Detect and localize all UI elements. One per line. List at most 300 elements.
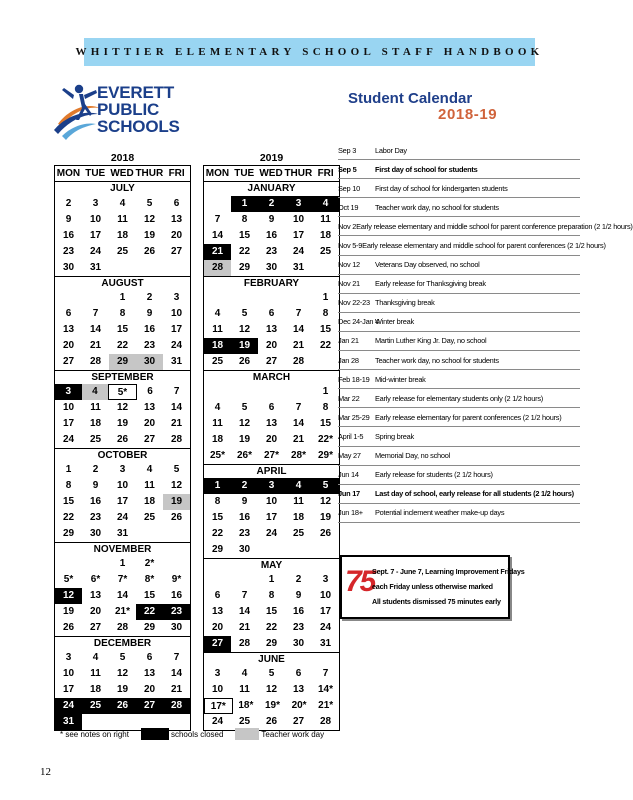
day-cell: 22 (62, 512, 75, 523)
note-date: Nov 21 (338, 279, 360, 289)
week-row (55, 306, 190, 322)
empty-day-cell (312, 354, 339, 370)
calendar-school-year: 2018-19 (438, 106, 498, 123)
day-cell: 9* (171, 574, 182, 585)
day-cell: 13 (211, 606, 224, 617)
week-row (55, 196, 190, 212)
week-row (204, 432, 339, 448)
month-label: DECEMBER (55, 636, 190, 650)
lif-line-1: Sept. 7 - June 7, Learning Improvement Fridays (372, 567, 525, 576)
day-cell: 18 (89, 418, 102, 429)
note-text: Teacher work day, no school for students (375, 202, 499, 212)
week-row (204, 306, 339, 322)
day-cell: 14 (89, 324, 102, 335)
day-cell: 8 (65, 480, 72, 491)
empty-day-cell (285, 290, 312, 306)
day-cell: 25 (143, 512, 156, 523)
day-cell: 27 (292, 716, 305, 727)
legend-notes: * see notes on right (60, 729, 129, 739)
week-row (204, 196, 339, 212)
day-cell: 4 (241, 668, 248, 679)
empty-day-cell (312, 260, 339, 276)
day-cell: 16 (170, 590, 183, 601)
day-cell: 28 (292, 356, 305, 367)
calendar-2018 (54, 151, 191, 731)
month-label: NOVEMBER (55, 542, 190, 556)
day-cell: 4 (214, 402, 221, 413)
day-cell: 8 (268, 590, 275, 601)
day-cell: 27 (89, 622, 102, 633)
week-row (204, 698, 339, 714)
week-row (204, 510, 339, 526)
day-cell: 25 (116, 246, 129, 257)
day-cell: 5 (119, 652, 126, 663)
day-cell: 13 (170, 214, 183, 225)
day-cell: 30 (62, 262, 75, 273)
day-cell: 12 (116, 668, 129, 679)
day-cell: 23 (89, 512, 102, 523)
day-cell: 30 (265, 262, 278, 273)
note-text: Thanksgiving break (375, 298, 435, 308)
day-cell: 24 (89, 246, 102, 257)
day-cell: 18* (238, 700, 254, 711)
day-cell: 6 (147, 386, 153, 397)
day-cell: 12 (319, 496, 332, 507)
note-text: Last day of school, early release for all students (2 1/2 hours) (375, 489, 574, 499)
empty-day-cell (204, 196, 231, 212)
empty-day-cell (285, 384, 312, 400)
day-cell: 5* (63, 574, 74, 585)
calendar-note (338, 217, 633, 236)
month-label: APRIL (204, 464, 339, 478)
day-cell: 18 (143, 496, 156, 507)
day-cell: 10 (211, 684, 224, 695)
district-logo-text: EVERETT PUBLIC SCHOOLS (97, 83, 180, 136)
legend-teacher: Teacher work day (261, 729, 325, 739)
note-text: First day of school for kindergarten students (375, 183, 508, 193)
day-cell: 14 (170, 402, 183, 413)
day-cell: 11 (90, 402, 101, 413)
day-cell: 29 (109, 354, 136, 370)
month-label: JUNE (204, 652, 339, 666)
day-cell: 15 (265, 606, 278, 617)
note-date: May 27 (338, 451, 361, 461)
day-cell: 13 (62, 324, 75, 335)
note-text: Early release for elementary students only (2 1/2 hours) (375, 393, 543, 403)
month-label: OCTOBER (55, 448, 190, 462)
calendar-note (338, 351, 580, 370)
day-cell: 22 (136, 604, 163, 620)
day-cell: 30 (292, 638, 305, 649)
day-cell: 21 (292, 340, 305, 351)
week-row (204, 682, 339, 698)
note-text: Labor Day (375, 145, 407, 155)
empty-day-cell (204, 290, 231, 306)
day-cell: 29 (211, 544, 224, 555)
day-cell: 20* (291, 700, 307, 711)
week-row (55, 228, 190, 244)
calendar-note (338, 466, 580, 485)
legend-teacher-swatch (235, 728, 259, 740)
week-row (55, 698, 190, 714)
week-row (55, 338, 190, 354)
week-row (204, 526, 339, 542)
day-cell: 24 (55, 698, 82, 714)
calendar-note (338, 485, 580, 504)
day-cell: 5 (241, 402, 248, 413)
calendar-grid (54, 165, 191, 731)
day-cell: 7 (295, 308, 302, 319)
month-label: MARCH (204, 370, 339, 384)
empty-day-cell (312, 542, 339, 558)
day-cell: 24 (116, 512, 129, 523)
day-cell: 14 (170, 668, 183, 679)
day-cell: 18 (211, 434, 224, 445)
note-date: Feb 18-19 (338, 374, 370, 384)
day-cell: 27 (204, 636, 231, 652)
day-cell: 13 (265, 324, 278, 335)
week-row (55, 572, 190, 588)
district-logo-icon (52, 80, 102, 142)
day-cell: 31 (55, 714, 82, 730)
day-cell: 9 (65, 214, 72, 225)
note-text: First day of school for students (375, 164, 478, 174)
day-cell: 17 (292, 230, 305, 241)
day-cell: 24 (211, 716, 224, 727)
day-cell: 17* (204, 698, 233, 714)
weekday-label: WED (110, 168, 134, 179)
weekday-label: MON (205, 168, 230, 179)
day-cell: 28 (89, 356, 102, 367)
day-cell: 12 (116, 402, 129, 413)
day-cell: 9 (146, 308, 153, 319)
day-cell: 2 (65, 198, 72, 209)
week-row (55, 494, 190, 510)
week-row (55, 260, 190, 276)
day-cell: 10 (62, 402, 75, 413)
note-date: Nov 22-23 (338, 298, 370, 308)
note-text: Early release elementary and middle school for parent conferences (2 1/2 hours) (362, 241, 606, 251)
day-cell: 5 (241, 308, 248, 319)
day-cell: 26 (319, 528, 332, 539)
empty-day-cell (82, 556, 109, 572)
calendar-note (338, 236, 606, 255)
day-cell: 26 (238, 356, 251, 367)
week-row (204, 338, 339, 354)
day-cell: 5 (312, 478, 339, 494)
week-row (55, 462, 190, 478)
day-cell: 13 (143, 402, 156, 413)
day-cell: 26 (116, 434, 129, 445)
day-cell: 28 (238, 638, 251, 649)
day-cell: 22 (116, 340, 129, 351)
day-cell: 29* (317, 450, 333, 461)
week-row (204, 228, 339, 244)
month-label: JANUARY (247, 183, 296, 194)
empty-day-cell (204, 572, 231, 588)
week-row (204, 604, 339, 620)
day-cell: 10 (62, 668, 75, 679)
day-cell: 17 (89, 230, 102, 241)
week-row (55, 650, 190, 666)
day-cell: 12 (238, 324, 251, 335)
day-cell: 9 (295, 590, 302, 601)
day-cell: 30 (136, 354, 163, 370)
day-cell: 10 (116, 480, 129, 491)
day-cell: 10 (170, 308, 183, 319)
calendar-note (338, 408, 580, 427)
day-cell: 18 (116, 230, 129, 241)
day-cell: 3 (214, 668, 221, 679)
day-cell: 2 (258, 196, 285, 212)
day-cell: 29 (143, 622, 156, 633)
day-cell: 18 (89, 684, 102, 695)
day-cell: 11 (320, 214, 331, 225)
day-cell: 16 (292, 606, 305, 617)
day-cell: 20 (62, 340, 75, 351)
lif-line-2: each Friday unless otherwise marked (372, 582, 493, 591)
month-label: SEPTEMBER (55, 370, 190, 384)
note-date: Jun 17 (338, 489, 360, 499)
calendar-note (338, 256, 580, 275)
empty-day-cell (163, 526, 190, 542)
day-cell: 24 (319, 622, 332, 633)
day-cell: 21 (89, 340, 102, 351)
day-cell: 7 (214, 214, 221, 225)
day-cell: 22* (317, 434, 333, 445)
day-cell: 29 (238, 262, 251, 273)
calendar-note (338, 447, 580, 466)
day-cell: 18 (204, 338, 231, 354)
day-cell: 5* (108, 384, 137, 400)
day-cell: 11 (117, 214, 128, 225)
note-text: Early release elementary for parent conferences (2 1/2 hours) (375, 412, 562, 422)
day-cell: 25 (292, 528, 305, 539)
day-cell: 20 (265, 434, 278, 445)
day-cell: 28 (204, 260, 231, 276)
lif-75-logo: 75 (345, 565, 375, 598)
day-cell: 11 (212, 418, 223, 429)
legend-closed-swatch (141, 728, 169, 740)
day-cell: 6 (146, 652, 153, 663)
note-date: Dec 24-Jan 4 (338, 317, 379, 327)
note-text: Teacher work day, no school for students (375, 355, 499, 365)
day-cell: 9 (241, 496, 248, 507)
week-row (55, 666, 190, 682)
day-cell: 8 (214, 496, 221, 507)
empty-day-cell (231, 384, 258, 400)
calendar-notes-list (338, 141, 633, 523)
day-cell: 24 (265, 528, 278, 539)
day-cell: 21* (318, 700, 334, 711)
note-date: April 1-5 (338, 431, 364, 441)
day-cell: 14 (292, 418, 305, 429)
day-cell: 7 (173, 386, 180, 397)
day-cell: 15 (62, 496, 75, 507)
note-date: Nov 12 (338, 260, 360, 270)
empty-day-cell (204, 384, 231, 400)
day-cell: 18 (292, 512, 305, 523)
day-cell: 17 (62, 684, 75, 695)
day-cell: 10 (265, 496, 278, 507)
day-cell: 28 (319, 716, 332, 727)
day-cell: 16 (62, 230, 75, 241)
day-cell: 20 (143, 684, 156, 695)
day-cell: 30 (89, 528, 102, 539)
day-cell: 23 (163, 604, 190, 620)
calendar-note (338, 313, 580, 332)
week-row (204, 244, 339, 260)
day-cell: 1 (231, 196, 258, 212)
weekday-label: TUE (85, 168, 106, 179)
day-cell: 3 (55, 384, 82, 400)
day-cell: 3 (285, 196, 312, 212)
day-cell: 3 (119, 464, 126, 475)
calendar-note (338, 370, 580, 389)
week-row (204, 416, 339, 432)
week-row (55, 620, 190, 636)
weekday-label: FRI (317, 168, 334, 179)
day-cell: 23 (143, 340, 156, 351)
day-cell: 7* (117, 574, 128, 585)
empty-day-cell (136, 260, 163, 276)
weekday-label: THUR (135, 168, 164, 179)
day-cell: 27 (62, 356, 75, 367)
week-row (204, 384, 339, 400)
day-cell: 26 (109, 698, 136, 714)
day-cell: 7 (92, 308, 99, 319)
empty-day-cell (258, 290, 285, 306)
day-cell: 6* (90, 574, 101, 585)
week-row (204, 260, 339, 276)
note-date: Jun 14 (338, 470, 359, 480)
note-date: Sep 5 (338, 164, 357, 174)
day-cell: 3 (322, 574, 329, 585)
day-cell: 31 (170, 356, 183, 367)
day-cell: 26 (170, 512, 183, 523)
day-cell: 15 (319, 418, 332, 429)
note-text: Early release for Thanksgiving break (375, 279, 486, 289)
day-cell: 10 (292, 214, 305, 225)
day-cell: 17 (116, 496, 129, 507)
day-cell: 29 (62, 528, 75, 539)
week-row (55, 510, 190, 526)
week-row (204, 290, 339, 306)
day-cell: 25* (209, 450, 225, 461)
week-row (55, 384, 190, 400)
day-cell: 3 (258, 478, 285, 494)
day-cell: 2 (146, 292, 153, 303)
day-cell: 20 (170, 230, 183, 241)
day-cell: 6 (65, 308, 72, 319)
note-text: Winter break (375, 317, 414, 327)
day-cell: 27* (263, 450, 279, 461)
day-cell: 6 (268, 308, 275, 319)
note-text: Mid-winter break (375, 374, 426, 384)
note-text: Spring break (375, 431, 414, 441)
day-cell: 17 (62, 418, 75, 429)
day-cell: 8* (144, 574, 155, 585)
day-cell: 31 (116, 528, 129, 539)
weekday-header (55, 166, 190, 182)
day-cell: 6 (268, 402, 275, 413)
day-cell: 28 (163, 698, 190, 714)
week-row (55, 212, 190, 228)
day-cell: 12 (143, 214, 156, 225)
calendar-note (338, 275, 580, 294)
note-date: Sep 10 (338, 183, 360, 193)
day-cell: 22 (319, 340, 332, 351)
day-cell: 27 (265, 356, 278, 367)
calendar-note (338, 198, 580, 217)
day-cell: 20 (143, 418, 156, 429)
day-cell: 25 (238, 716, 251, 727)
day-cell: 4 (146, 464, 153, 475)
day-cell: 4 (119, 198, 126, 209)
week-row (204, 354, 339, 370)
day-cell: 19 (319, 512, 332, 523)
day-cell: 21 (238, 622, 251, 633)
day-cell: 7 (173, 652, 180, 663)
week-row (204, 478, 339, 494)
week-row (55, 556, 190, 572)
day-cell: 8 (322, 308, 329, 319)
calendar-note (338, 427, 580, 446)
day-cell: 1 (268, 574, 275, 585)
calendar-note (338, 504, 580, 523)
week-row (204, 620, 339, 636)
note-text: Martin Luther King Jr. Day, no school (375, 336, 487, 346)
day-cell: 12 (55, 588, 82, 604)
day-cell: 19 (143, 230, 156, 241)
empty-day-cell (82, 290, 109, 306)
note-date: Mar 22 (338, 393, 360, 403)
calendar-2019 (203, 151, 340, 731)
day-cell: 22 (238, 246, 251, 257)
empty-day-cell (55, 556, 82, 572)
day-cell: 16 (143, 324, 156, 335)
month-label: JULY (110, 183, 135, 194)
calendar-note (338, 294, 580, 313)
day-cell: 1 (119, 558, 126, 569)
day-cell: 4 (92, 652, 99, 663)
day-cell: 23 (238, 528, 251, 539)
note-date: Jan 28 (338, 355, 359, 365)
handbook-banner (75, 38, 544, 66)
empty-day-cell (285, 542, 312, 558)
day-cell: 27 (143, 434, 156, 445)
day-cell: 5 (268, 668, 275, 679)
day-cell: 8 (241, 214, 248, 225)
day-cell: 3 (92, 198, 99, 209)
empty-day-cell (163, 260, 190, 276)
day-cell: 24 (292, 246, 305, 257)
day-cell: 17 (319, 606, 332, 617)
day-cell: 12 (170, 480, 183, 491)
day-cell: 28* (290, 450, 306, 461)
day-cell: 13 (143, 668, 156, 679)
learning-improvement-fridays-box (340, 555, 525, 619)
day-cell: 27 (136, 698, 163, 714)
day-cell: 31 (89, 262, 102, 273)
lif-line-3: All students dismissed 75 minutes early (372, 597, 501, 606)
calendar-note (338, 389, 580, 408)
weekday-label: THUR (284, 168, 313, 179)
day-cell: 16 (238, 512, 251, 523)
day-cell: 12 (265, 684, 278, 695)
day-cell: 21 (204, 244, 231, 260)
day-cell: 28 (116, 622, 129, 633)
